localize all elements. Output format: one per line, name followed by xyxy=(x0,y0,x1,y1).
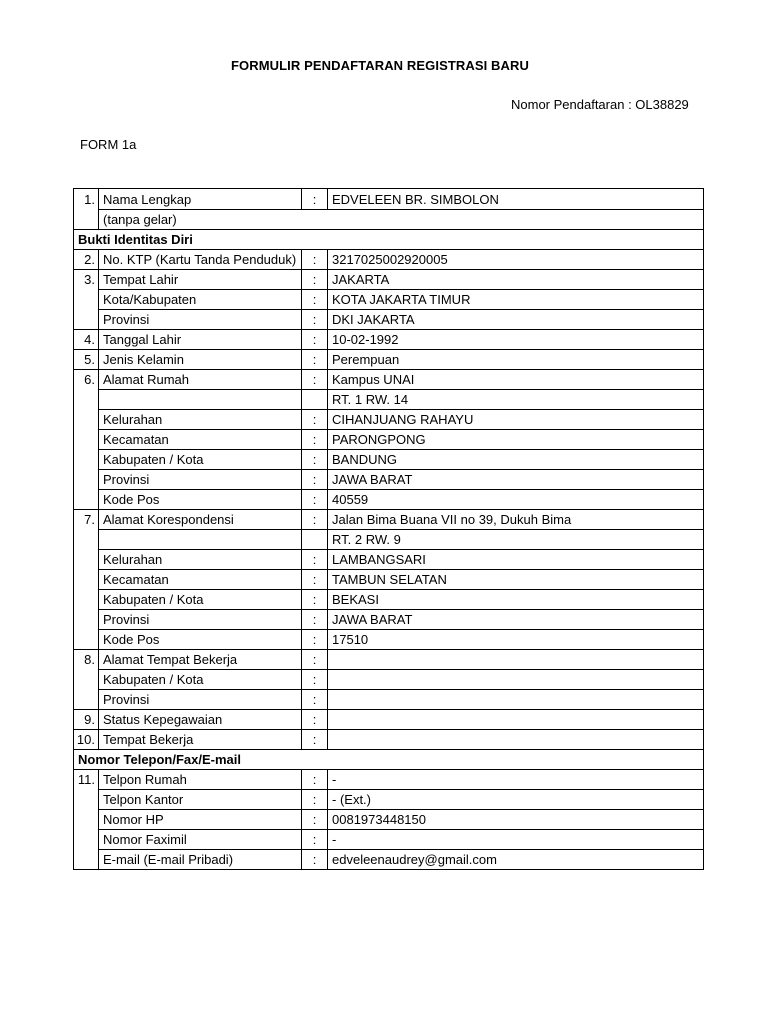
field-row xyxy=(74,790,704,810)
row-number xyxy=(74,450,99,470)
row-number: 5. xyxy=(74,350,99,370)
field-label xyxy=(99,390,302,410)
field-colon: : xyxy=(302,810,328,830)
field-row xyxy=(74,770,704,790)
row-number: 8. xyxy=(74,650,99,670)
row-number: 2. xyxy=(74,250,99,270)
field-value: RT. 2 RW. 9 xyxy=(328,530,704,550)
field-row xyxy=(74,330,704,350)
field-label: E-mail (E-mail Pribadi) xyxy=(99,850,302,870)
registration-number: Nomor Pendaftaran : OL38829 xyxy=(511,97,689,112)
field-label: Alamat Tempat Bekerja xyxy=(99,650,302,670)
field-value: - xyxy=(328,770,704,790)
field-value: 0081973448150 xyxy=(328,810,704,830)
field-value: PARONGPONG xyxy=(328,430,704,450)
field-label: Alamat Rumah xyxy=(99,370,302,390)
field-row xyxy=(74,670,704,690)
row-number: 7. xyxy=(74,510,99,530)
field-colon: : xyxy=(302,730,328,750)
field-value xyxy=(328,690,704,710)
field-row xyxy=(74,470,704,490)
field-colon: : xyxy=(302,410,328,430)
row-number xyxy=(74,610,99,630)
field-colon: : xyxy=(302,430,328,450)
field-label: Status Kepegawaian xyxy=(99,710,302,730)
field-colon: : xyxy=(302,290,328,310)
field-label: Kota/Kabupaten xyxy=(99,290,302,310)
field-colon: : xyxy=(302,710,328,730)
field-value xyxy=(328,670,704,690)
field-value: KOTA JAKARTA TIMUR xyxy=(328,290,704,310)
row-number: 1. xyxy=(74,189,99,210)
row-number xyxy=(74,310,99,330)
field-value: Perempuan xyxy=(328,350,704,370)
field-row xyxy=(74,290,704,310)
row-number xyxy=(74,690,99,710)
field-row xyxy=(74,690,704,710)
row-number xyxy=(74,490,99,510)
field-row xyxy=(74,650,704,670)
field-value: BANDUNG xyxy=(328,450,704,470)
row-number xyxy=(74,550,99,570)
field-value: edveleenaudrey@gmail.com xyxy=(328,850,704,870)
field-colon: : xyxy=(302,550,328,570)
field-label: Alamat Korespondensi xyxy=(99,510,302,530)
row-number xyxy=(74,590,99,610)
row-number: 9. xyxy=(74,710,99,730)
field-label: Kecamatan xyxy=(99,430,302,450)
field-row xyxy=(74,450,704,470)
row-number xyxy=(74,290,99,310)
field-label: Jenis Kelamin xyxy=(99,350,302,370)
field-label xyxy=(99,530,302,550)
field-colon: : xyxy=(302,450,328,470)
row-number xyxy=(74,830,99,850)
row-number xyxy=(74,470,99,490)
field-colon: : xyxy=(302,610,328,630)
field-value: TAMBUN SELATAN xyxy=(328,570,704,590)
field-value: JAWA BARAT xyxy=(328,610,704,630)
field-row xyxy=(74,710,704,730)
field-row xyxy=(74,310,704,330)
field-label: Kode Pos xyxy=(99,630,302,650)
field-row xyxy=(74,530,704,550)
row-number: 6. xyxy=(74,370,99,390)
row-number xyxy=(74,790,99,810)
field-value: Jalan Bima Buana VII no 39, Dukuh Bima xyxy=(328,510,704,530)
field-label: Kelurahan xyxy=(99,410,302,430)
row-number xyxy=(74,410,99,430)
row-number: 11. xyxy=(74,770,99,790)
field-colon: : xyxy=(302,310,328,330)
field-value xyxy=(328,650,704,670)
row-number: 4. xyxy=(74,330,99,350)
field-row xyxy=(74,390,704,410)
field-row xyxy=(74,830,704,850)
field-row xyxy=(74,810,704,830)
form-body xyxy=(74,189,704,870)
field-label: Nama Lengkap xyxy=(99,189,302,210)
field-note: (tanpa gelar) xyxy=(99,210,704,230)
field-value: CIHANJUANG RAHAYU xyxy=(328,410,704,430)
field-row xyxy=(74,590,704,610)
field-value: EDVELEEN BR. SIMBOLON xyxy=(328,189,704,210)
field-label: Provinsi xyxy=(99,610,302,630)
row-number xyxy=(74,670,99,690)
row-number xyxy=(74,570,99,590)
field-label: Nomor Faximil xyxy=(99,830,302,850)
field-colon: : xyxy=(302,590,328,610)
field-label: Telpon Kantor xyxy=(99,790,302,810)
field-value: 3217025002920005 xyxy=(328,250,704,270)
field-value: RT. 1 RW. 14 xyxy=(328,390,704,410)
field-row xyxy=(74,630,704,650)
row-number xyxy=(74,530,99,550)
row-number xyxy=(74,210,99,230)
field-colon: : xyxy=(302,650,328,670)
field-label: Kabupaten / Kota xyxy=(99,670,302,690)
field-label: Kabupaten / Kota xyxy=(99,590,302,610)
field-colon: : xyxy=(302,850,328,870)
row-number xyxy=(74,630,99,650)
form-title: FORMULIR PENDAFTARAN REGISTRASI BARU xyxy=(230,58,530,73)
section-header: Bukti Identitas Diri xyxy=(74,230,704,250)
row-number: 10. xyxy=(74,730,99,750)
field-colon: : xyxy=(302,370,328,390)
row-number xyxy=(74,430,99,450)
field-label: Kelurahan xyxy=(99,550,302,570)
field-row xyxy=(74,430,704,450)
field-row xyxy=(74,370,704,390)
field-colon: : xyxy=(302,770,328,790)
row-number xyxy=(74,390,99,410)
row-number xyxy=(74,850,99,870)
field-label: Provinsi xyxy=(99,690,302,710)
field-value: - xyxy=(328,830,704,850)
field-label: Nomor HP xyxy=(99,810,302,830)
field-colon: : xyxy=(302,270,328,290)
field-value: Kampus UNAI xyxy=(328,370,704,390)
field-label: Tempat Bekerja xyxy=(99,730,302,750)
field-value: 40559 xyxy=(328,490,704,510)
field-value: 17510 xyxy=(328,630,704,650)
field-value xyxy=(328,730,704,750)
field-row xyxy=(74,730,704,750)
field-colon: : xyxy=(302,510,328,530)
field-label: Telpon Rumah xyxy=(99,770,302,790)
field-value: 10-02-1992 xyxy=(328,330,704,350)
field-row xyxy=(74,350,704,370)
field-colon: : xyxy=(302,570,328,590)
field-value xyxy=(328,710,704,730)
section-header-row xyxy=(74,230,704,250)
field-row xyxy=(74,610,704,630)
field-colon xyxy=(302,390,328,410)
field-colon: : xyxy=(302,790,328,810)
field-label: Provinsi xyxy=(99,310,302,330)
field-label: Tanggal Lahir xyxy=(99,330,302,350)
field-row xyxy=(74,850,704,870)
field-colon: : xyxy=(302,630,328,650)
field-row xyxy=(74,250,704,270)
field-label: Kode Pos xyxy=(99,490,302,510)
field-row xyxy=(74,270,704,290)
field-value: JAKARTA xyxy=(328,270,704,290)
note-row xyxy=(74,210,704,230)
field-colon: : xyxy=(302,470,328,490)
field-row xyxy=(74,410,704,430)
field-colon: : xyxy=(302,350,328,370)
field-value: - (Ext.) xyxy=(328,790,704,810)
form-code: FORM 1a xyxy=(80,137,137,152)
row-number: 3. xyxy=(74,270,99,290)
field-label: Kecamatan xyxy=(99,570,302,590)
field-colon: : xyxy=(302,670,328,690)
section-header-row xyxy=(74,750,704,770)
field-row xyxy=(74,490,704,510)
field-label: Provinsi xyxy=(99,470,302,490)
field-value: LAMBANGSARI xyxy=(328,550,704,570)
field-row xyxy=(74,189,704,210)
field-colon: : xyxy=(302,250,328,270)
field-colon: : xyxy=(302,490,328,510)
field-colon: : xyxy=(302,330,328,350)
registration-form-table xyxy=(73,188,704,870)
field-row xyxy=(74,570,704,590)
field-colon: : xyxy=(302,189,328,210)
field-colon: : xyxy=(302,690,328,710)
section-header: Nomor Telepon/Fax/E-mail xyxy=(74,750,704,770)
field-value: BEKASI xyxy=(328,590,704,610)
field-label: Kabupaten / Kota xyxy=(99,450,302,470)
field-row xyxy=(74,510,704,530)
field-label: No. KTP (Kartu Tanda Penduduk) xyxy=(99,250,302,270)
field-value: JAWA BARAT xyxy=(328,470,704,490)
field-colon: : xyxy=(302,830,328,850)
field-value: DKI JAKARTA xyxy=(328,310,704,330)
field-row xyxy=(74,550,704,570)
row-number xyxy=(74,810,99,830)
field-colon xyxy=(302,530,328,550)
field-label: Tempat Lahir xyxy=(99,270,302,290)
